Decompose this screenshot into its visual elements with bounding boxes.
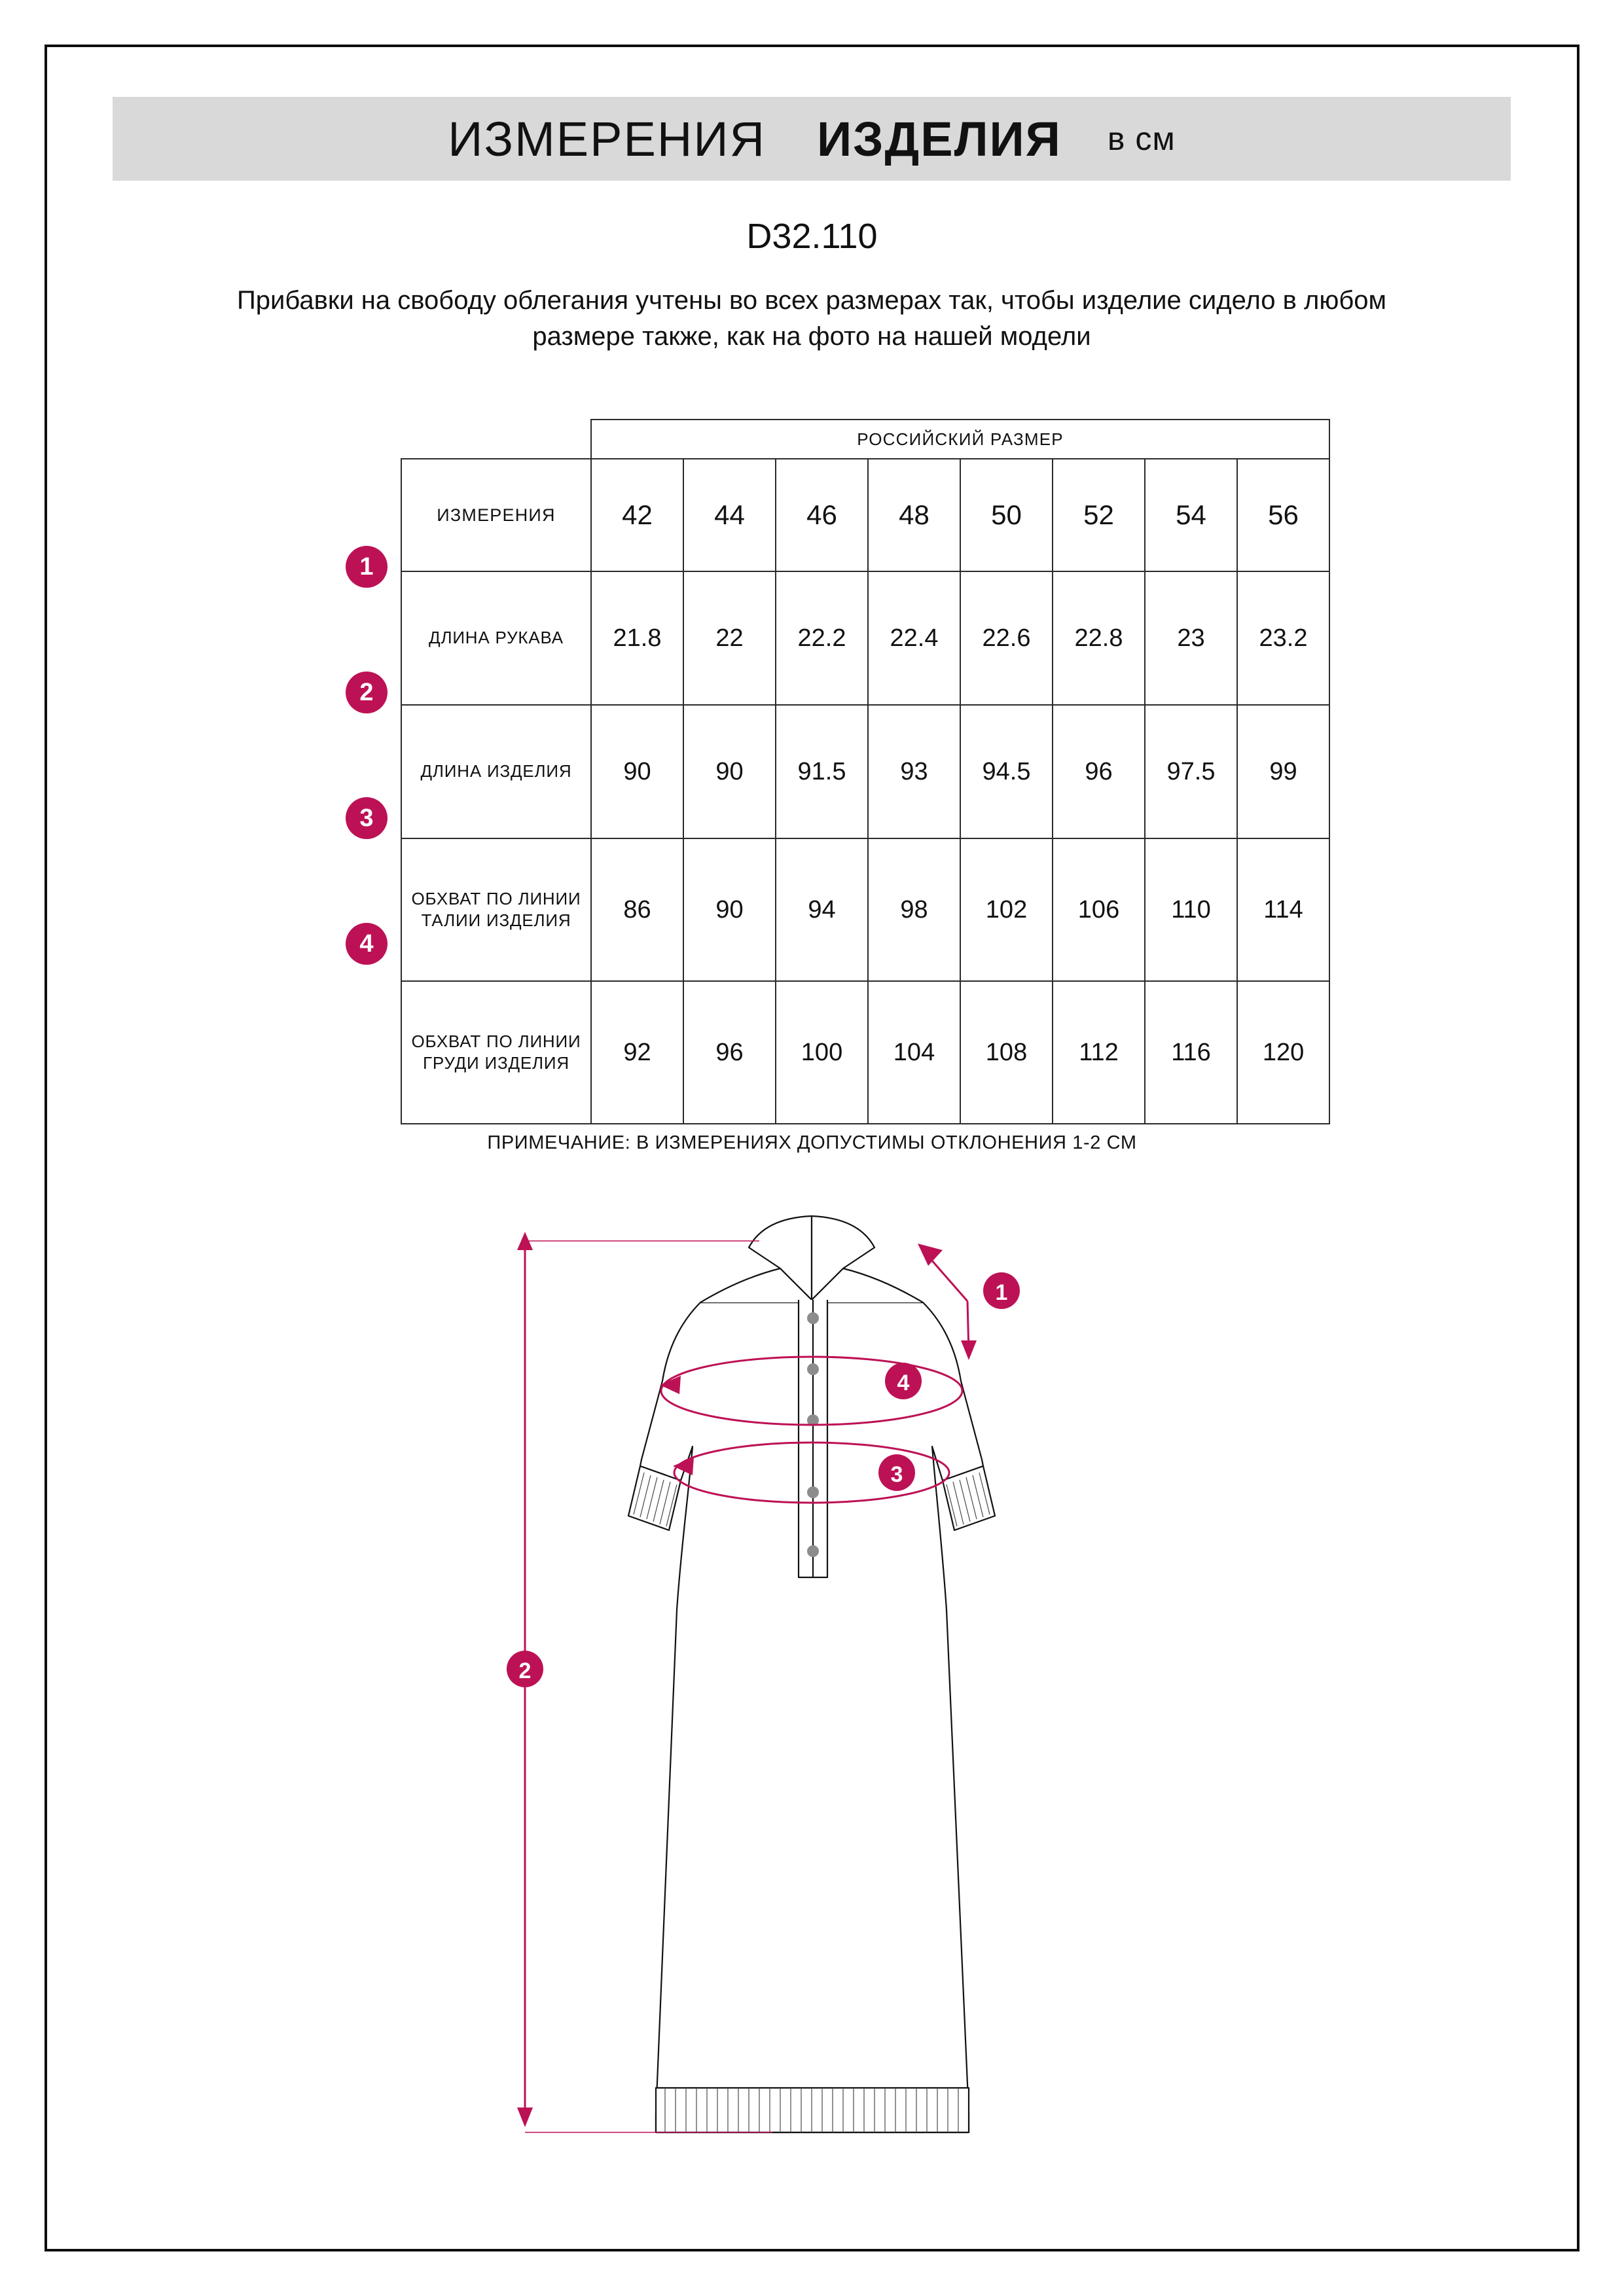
cell-r1-c4: 94.5 xyxy=(960,705,1053,838)
cell-r1-c7: 99 xyxy=(1237,705,1329,838)
measurements-header: ИЗМЕРЕНИЯ xyxy=(401,459,591,571)
size-header-56: 56 xyxy=(1237,459,1329,571)
cell-r0-c6: 23 xyxy=(1145,571,1237,705)
row-label-bust-circumference: ОБХВАТ ПО ЛИНИИ ГРУДИ ИЗДЕЛИЯ xyxy=(401,981,591,1124)
size-header-44: 44 xyxy=(683,459,776,571)
cell-r1-c5: 96 xyxy=(1053,705,1145,838)
row-marker-3: 3 xyxy=(346,797,388,839)
size-header-50: 50 xyxy=(960,459,1053,571)
cell-r3-c7: 120 xyxy=(1237,981,1329,1124)
cell-r2-c6: 110 xyxy=(1145,838,1237,981)
cell-r0-c0: 21.8 xyxy=(591,571,683,705)
cell-r1-c1: 90 xyxy=(683,705,776,838)
cell-r0-c3: 22.4 xyxy=(868,571,960,705)
cell-r2-c1: 90 xyxy=(683,838,776,981)
svg-text:4: 4 xyxy=(897,1371,910,1395)
svg-text:2: 2 xyxy=(518,1659,532,1683)
svg-text:1: 1 xyxy=(995,1280,1008,1305)
cell-r0-c5: 22.8 xyxy=(1053,571,1145,705)
table-header-country-row xyxy=(401,420,1329,459)
size-header-54: 54 xyxy=(1145,459,1237,571)
size-table xyxy=(401,419,1330,1124)
cell-r3-c3: 104 xyxy=(868,981,960,1124)
country-size-header: РОССИЙСКИЙ РАЗМЕР xyxy=(591,420,1329,459)
cell-r3-c6: 116 xyxy=(1145,981,1237,1124)
table-row xyxy=(401,981,1329,1124)
cell-r0-c2: 22.2 xyxy=(776,571,868,705)
size-header-52: 52 xyxy=(1053,459,1145,571)
cell-r3-c4: 108 xyxy=(960,981,1053,1124)
row-label-garment-length: ДЛИНА ИЗДЕЛИЯ xyxy=(401,705,591,838)
row-marker-4: 4 xyxy=(346,923,388,965)
cell-r3-c5: 112 xyxy=(1053,981,1145,1124)
cell-r2-c3: 98 xyxy=(868,838,960,981)
cell-r1-c0: 90 xyxy=(591,705,683,838)
cell-r2-c2: 94 xyxy=(776,838,868,981)
table-row xyxy=(401,571,1329,705)
cell-r3-c1: 96 xyxy=(683,981,776,1124)
size-header-46: 46 xyxy=(776,459,868,571)
cell-r1-c2: 91.5 xyxy=(776,705,868,838)
cell-r0-c7: 23.2 xyxy=(1237,571,1329,705)
product-code: D32.110 xyxy=(746,217,878,256)
cell-r2-c0: 86 xyxy=(591,838,683,981)
table-row xyxy=(401,705,1329,838)
row-marker-2: 2 xyxy=(346,672,388,713)
row-label-waist-circumference: ОБХВАТ ПО ЛИНИИ ТАЛИИ ИЗДЕЛИЯ xyxy=(401,838,591,981)
size-header-42: 42 xyxy=(591,459,683,571)
garment-illustration xyxy=(484,1185,1139,2245)
row-label-sleeve-length: ДЛИНА РУКАВА xyxy=(401,571,591,705)
cell-r2-c5: 106 xyxy=(1053,838,1145,981)
cell-r3-c2: 100 xyxy=(776,981,868,1124)
product-description: Прибавки на свободу облегания учтены во всех размерах так, чтобы изделие сидело в любом размере также, как на фото на нашей модели xyxy=(237,286,1386,351)
cell-r1-c6: 97.5 xyxy=(1145,705,1237,838)
svg-text:3: 3 xyxy=(890,1462,903,1487)
table-corner-cell xyxy=(401,420,591,459)
cell-r1-c3: 93 xyxy=(868,705,960,838)
table-row xyxy=(401,838,1329,981)
page-header xyxy=(113,97,1511,181)
row-marker-1: 1 xyxy=(346,546,388,588)
cell-r3-c0: 92 xyxy=(591,981,683,1124)
size-header-48: 48 xyxy=(868,459,960,571)
measurement-note: ПРИМЕЧАНИЕ: В ИЗМЕРЕНИЯХ ДОПУСТИМЫ ОТКЛОНЕНИЯ 1-2 СМ xyxy=(487,1132,1137,1153)
cell-r2-c7: 114 xyxy=(1237,838,1329,981)
header-title-light: ИЗМЕРЕНИЯ xyxy=(448,111,766,166)
cell-r0-c1: 22 xyxy=(683,571,776,705)
size-table-wrapper xyxy=(401,419,1329,1124)
header-unit-label: в см xyxy=(1107,120,1176,157)
cell-r2-c4: 102 xyxy=(960,838,1053,981)
table-header-sizes-row xyxy=(401,459,1329,571)
header-title-bold: ИЗДЕЛИЯ xyxy=(816,111,1062,166)
cell-r0-c4: 22.6 xyxy=(960,571,1053,705)
